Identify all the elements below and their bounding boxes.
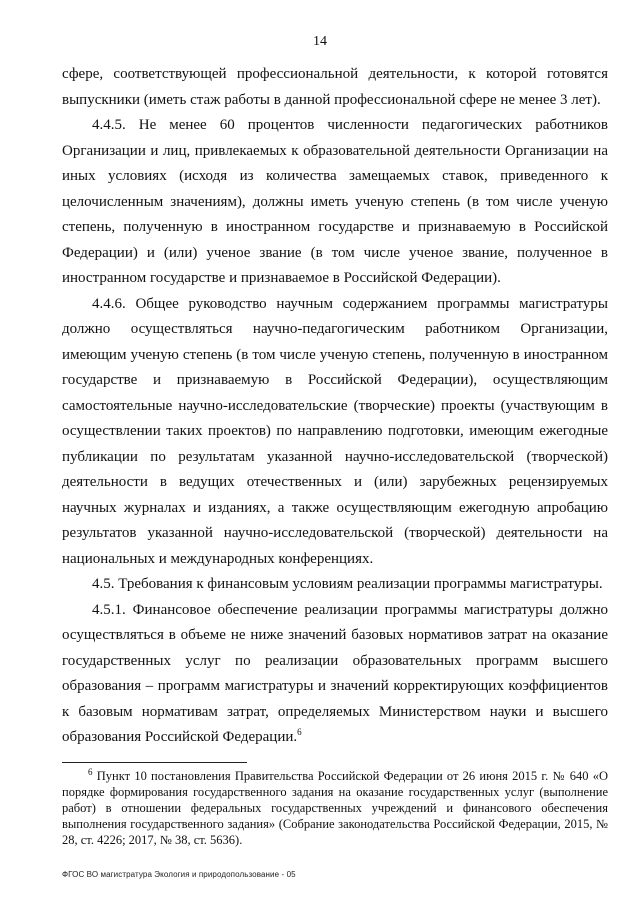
footnote-marker: 6 [88, 766, 93, 777]
paragraph-4-4-6: 4.4.6. Общее руководство научным содержанием программы магистратуры должно осуществляться научно-педагогическим работником Организации, имеющим ученую степень (в том числе ученую степень, полученную в иностранном государстве и признаваемую в Российской Федерации), осуществляющим самостоятельные научно-исследовательские (творческие) проекты (участвующим в осуществлении таких проектов) по направлению подготовки, имеющим ежегодные публикации по результатам указанной научно-исследовательской (творческой) деятельности в ведущих отечественных и (или) зарубежных рецензируемых научных журналах и изданиях, а также осуществляющим ежегодную апробацию результатов указанной научно-исследовательской (творческой) деятельности на национальных и международных конференциях. [62, 295, 608, 567]
body-text [62, 62, 608, 751]
paragraph-4-4-5: 4.4.5. Не менее 60 процентов численности педагогических работников Организации и лиц, привлекаемых к образовательной деятельности Организации на иных условиях (исходя из количества замещаемых ставок, приведенного к целочисленным значениям), должны иметь ученую степень (в том числе ученую степень, полученную в иностранном государстве и признаваемую в Российской Федерации) и (или) ученое звание (в том числе ученое звание, полученное в иностранном государстве и признаваемое в Российской Федерации). [62, 117, 608, 286]
paragraph-continuation: сфере, соответствующей профессиональной деятельности, к которой готовятся выпускники (иметь стаж работы в данной профессиональной сфере не менее 3 лет). [62, 66, 608, 108]
paragraph-4-5-1-text: 4.5.1. Финансовое обеспечение реализации программы магистратуры должно осуществляться в объеме не ниже значений базовых нормативов затрат на оказание государственных услуг по реализации образовательных программ высшего образования – программ магистратуры и значений корректирующих коэффициентов к базовым нормативам затрат, определяемых Министерством науки и высшего образования Российской Федерации. [62, 601, 608, 745]
page-number: 14 [313, 34, 327, 49]
page-footer: ФГОС ВО магистратура Экология и природопользование - 05 [62, 870, 296, 879]
footnote-separator [62, 762, 247, 763]
footnote-text: Пункт 10 постановления Правительства Российской Федерации от 26 июня 2015 г. № 640 «О порядке формирования государственного задания на оказание государственных услуг (выполнение работ) в отношении федеральных государственных учреждений и финансового обеспечения выполнения государственного задания» (Собрание законодательства Российской Федерации, 2015, № 28, ст. 4226; 2017, № 38, ст. 5636). [62, 769, 608, 847]
footnote-reference[interactable]: 6 [297, 727, 302, 737]
footnote [62, 768, 608, 848]
paragraph-4-5: 4.5. Требования к финансовым условиям реализации программы магистратуры. [92, 576, 603, 592]
paragraph-4-5-1 [62, 598, 608, 751]
